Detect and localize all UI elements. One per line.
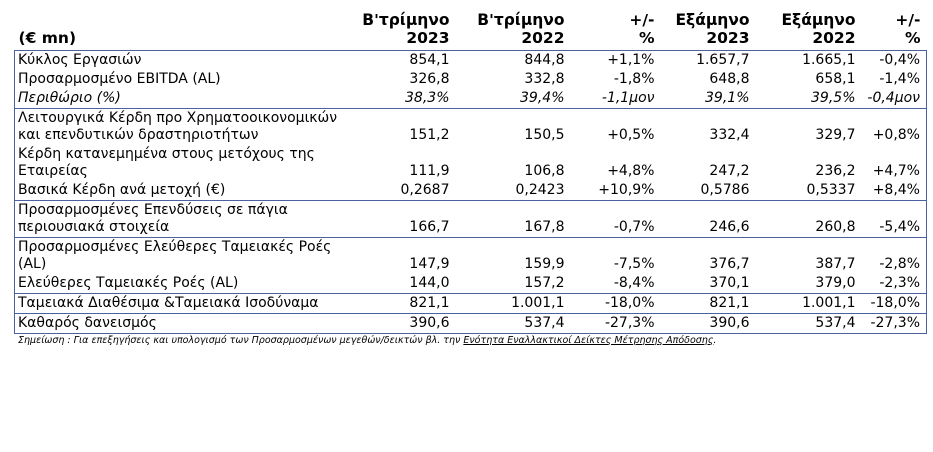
cell-value: -8,4% [571, 274, 661, 294]
cell-value: 332,4 [661, 108, 756, 145]
cell-value: 329,7 [756, 108, 862, 145]
cell-value: 1.001,1 [756, 293, 862, 313]
cell-value: 370,1 [661, 274, 756, 294]
cell-value: 167,8 [456, 200, 571, 237]
row-label: Λειτουργικά Κέρδη προ Χρηματοοικονομικών και επενδυτικών δραστηριοτήτων [15, 108, 346, 145]
table-group [15, 313, 927, 333]
table-row [15, 50, 927, 70]
table-row [15, 293, 927, 313]
header-q2-2022: Β'τρίμηνο 2022 [477, 10, 565, 47]
table-row [15, 274, 927, 294]
financial-table-container [14, 0, 926, 346]
row-label: Βασικά Κέρδη ανά μετοχή (€) [15, 181, 346, 201]
table-group [15, 108, 927, 200]
row-label: Κύκλος Εργασιών [15, 50, 346, 70]
cell-value: 39,5% [756, 89, 862, 109]
cell-value: +4,7% [872, 162, 920, 179]
cell-value: +10,9% [571, 181, 661, 201]
cell-value: 658,1 [815, 70, 856, 87]
cell-value: 1.657,7 [661, 50, 756, 70]
cell-value: -0,4μον [862, 89, 927, 109]
cell-value: -18,0% [571, 293, 661, 313]
row-label: Καθαρός δανεισμός [15, 313, 346, 333]
cell-value: -0,7% [571, 200, 661, 237]
cell-value: 111,9 [409, 162, 450, 179]
cell-value: -1,8% [613, 70, 655, 87]
cell-value: 0,2687 [346, 181, 456, 201]
cell-value: 38,3% [346, 89, 456, 109]
cell-value: 390,6 [661, 313, 756, 333]
cell-value: 332,8 [524, 70, 565, 87]
cell-value: +0,5% [571, 108, 661, 145]
row-label: Προσαρμοσμένες Επενδύσεις σε πάγια περιουσιακά στοιχεία [15, 200, 346, 237]
header-h1-2023: Εξάμηνο 2023 [675, 10, 750, 47]
cell-value: 246,6 [661, 200, 756, 237]
row-label: Προσαρμοσμένο EBITDA (AL) [18, 70, 221, 87]
cell-value: 1.001,1 [456, 293, 571, 313]
cell-value: 151,2 [346, 108, 456, 145]
cell-value: +0,8% [862, 108, 927, 145]
table-row [15, 70, 927, 89]
cell-value: 157,2 [456, 274, 571, 294]
cell-value: -0,4% [862, 50, 927, 70]
row-label: Περιθώριο (%) [15, 89, 346, 109]
row-label: Κέρδη κατανεμημένα στους μετόχους της Εταιρείας [18, 145, 315, 179]
cell-value: 106,8 [524, 162, 565, 179]
table-row [15, 200, 927, 237]
cell-value: 0,5786 [661, 181, 756, 201]
cell-value: 379,0 [756, 274, 862, 294]
cell-value: +4,8% [607, 162, 655, 179]
cell-value: 648,8 [709, 70, 750, 87]
cell-value: 537,4 [756, 313, 862, 333]
cell-value: 844,8 [456, 50, 571, 70]
cell-value: -2,8% [862, 237, 927, 274]
header-q-change: +/- % [629, 10, 655, 47]
row-label: Ταμειακά Διαθέσιμα &Ταμειακά Ισοδύναμα [15, 293, 346, 313]
footnote [14, 335, 926, 346]
table-row [15, 237, 927, 274]
cell-value: 326,8 [409, 70, 450, 87]
cell-value: 537,4 [456, 313, 571, 333]
cell-value: 166,7 [346, 200, 456, 237]
cell-value: 821,1 [661, 293, 756, 313]
cell-value: -2,3% [862, 274, 927, 294]
cell-value: -27,3% [571, 313, 661, 333]
cell-value: 236,2 [815, 162, 856, 179]
header-q2-2023: Β'τρίμηνο 2023 [362, 10, 450, 47]
cell-value: 260,8 [756, 200, 862, 237]
table-row [15, 145, 927, 181]
unit-label: (€ mn) [18, 28, 77, 47]
cell-value: +8,4% [862, 181, 927, 201]
footnote-suffix: . [713, 334, 717, 346]
cell-value: -27,3% [862, 313, 927, 333]
cell-value: -1,1μον [571, 89, 661, 109]
cell-value: 854,1 [346, 50, 456, 70]
cell-value: -1,4% [879, 70, 920, 87]
table-group [15, 200, 927, 237]
row-label: Ελεύθερες Ταμειακές Ροές (AL) [15, 274, 346, 294]
table-row [15, 108, 927, 145]
table-header [15, 0, 927, 50]
cell-value: -7,5% [571, 237, 661, 274]
cell-value: 1.665,1 [756, 50, 862, 70]
table-group [15, 293, 927, 313]
cell-value: 0,5337 [756, 181, 862, 201]
cell-value: 376,7 [661, 237, 756, 274]
cell-value: 150,5 [456, 108, 571, 145]
cell-value: 821,1 [346, 293, 456, 313]
table-row [15, 181, 927, 201]
cell-value: +1,1% [571, 50, 661, 70]
footnote-link[interactable]: Ενότητα Εναλλακτικοί Δείκτες Μέτρησης Απόδοσης [463, 334, 714, 346]
table-group [15, 50, 927, 108]
cell-value: -5,4% [862, 200, 927, 237]
table-group [15, 237, 927, 293]
table-row [15, 313, 927, 333]
cell-value: 159,9 [456, 237, 571, 274]
table-row [15, 89, 927, 109]
cell-value: 247,2 [709, 162, 750, 179]
row-label: Προσαρμοσμένες Ελεύθερες Ταμειακές Ροές (AL) [15, 237, 346, 274]
header-h1-2022: Εξάμηνο 2022 [781, 10, 856, 47]
footnote-text: Σημείωση : Για επεξηγήσεις και υπολογισμό των Προσαρμοσμένων μεγεθών/δεικτών βλ. την [18, 334, 464, 346]
cell-value: 144,0 [346, 274, 456, 294]
cell-value: 387,7 [756, 237, 862, 274]
cell-value: 39,4% [456, 89, 571, 109]
cell-value: 147,9 [346, 237, 456, 274]
cell-value: -18,0% [862, 293, 927, 313]
financial-results-table [14, 0, 927, 334]
header-h-change: +/- % [895, 10, 921, 47]
cell-value: 390,6 [346, 313, 456, 333]
cell-value: 0,2423 [456, 181, 571, 201]
cell-value: 39,1% [661, 89, 756, 109]
